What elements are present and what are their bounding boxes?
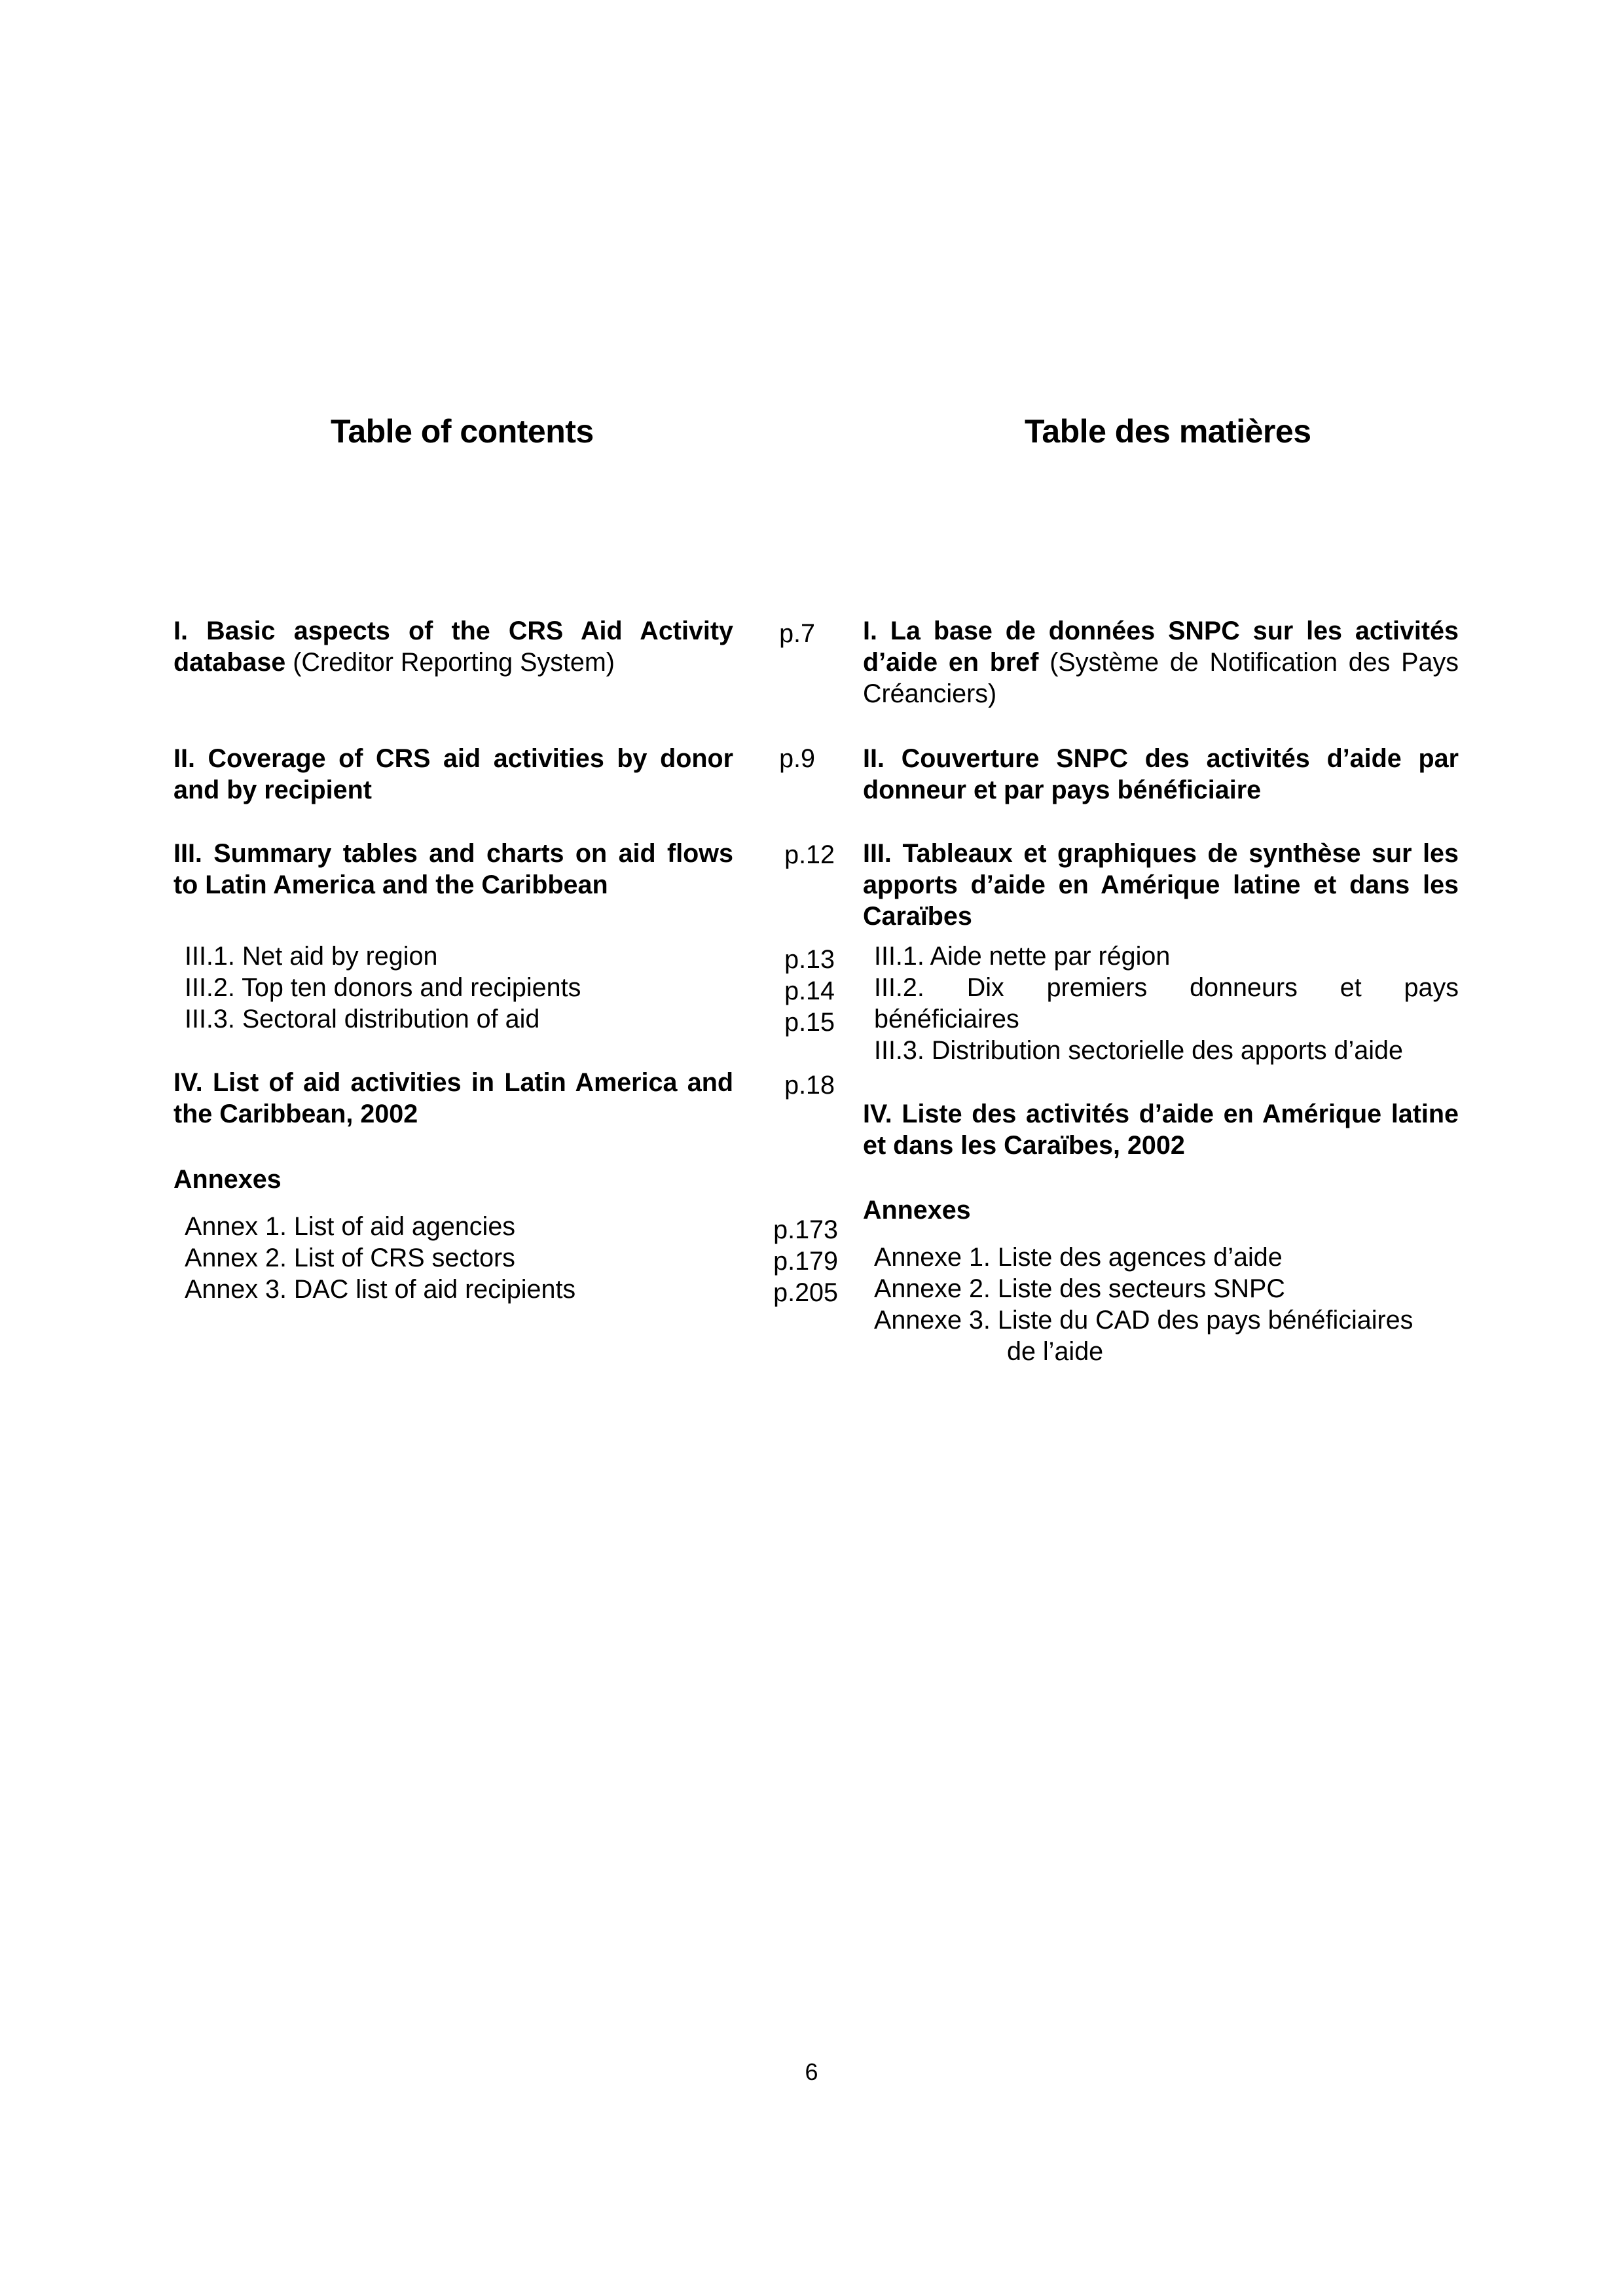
page-ref-annex-2: p.179 <box>773 1247 838 1276</box>
toc-en-sub-3[interactable]: III.3. Sectoral distribution of aid <box>185 1005 540 1033</box>
page-ref-section-4: p.18 <box>784 1071 835 1100</box>
toc-fr-sub-2-line-2: bénéficiaires <box>874 1005 1019 1033</box>
page-ref-section-3: p.12 <box>784 840 835 869</box>
page-ref-annex-3: p.205 <box>773 1278 838 1307</box>
page-ref-sub-2: p.14 <box>784 977 835 1005</box>
toc-fr-section-2[interactable]: II. Couverture SNPC des activités d’aide par donneur et par pays bénéficiaire <box>863 744 1459 804</box>
page-ref-sub-1: p.13 <box>784 945 835 974</box>
toc-en-section-4[interactable]: IV. List of aid activities in Latin America and the Caribbean, 2002 <box>173 1068 733 1128</box>
page-ref-annex-1: p.173 <box>773 1215 838 1244</box>
toc-fr-sub-2-line-1: III.2. Dix premiers donneurs et pays <box>874 973 1459 1002</box>
toc-en-annexes-heading: Annexes <box>173 1165 282 1194</box>
toc-fr-sub-1[interactable]: III.1. Aide nette par région <box>874 942 1171 971</box>
toc-fr-section-1-note: (Système de Notification des Pays Créanciers) <box>863 648 1459 708</box>
toc-en-section-2[interactable]: II. Coverage of CRS aid activities by donor and by recipient <box>173 744 733 804</box>
toc-en-sub-2[interactable]: III.2. Top ten donors and recipients <box>185 973 581 1002</box>
page-number: 6 <box>805 2058 818 2085</box>
toc-en-section-1-title: I. Basic aspects of the CRS Aid Activity database <box>173 617 733 677</box>
toc-en-section-1-note: (Creditor Reporting System) <box>285 648 615 677</box>
toc-fr-annex-3-line-1[interactable]: Annexe 3. Liste du CAD des pays bénéficiaires <box>874 1306 1413 1335</box>
toc-en-annex-3[interactable]: Annex 3. DAC list of aid recipients <box>185 1275 576 1304</box>
toc-en-annex-2[interactable]: Annex 2. List of CRS sectors <box>185 1244 515 1272</box>
toc-en-annex-1[interactable]: Annex 1. List of aid agencies <box>185 1212 516 1241</box>
toc-fr-section-1-title: I. La base de données SNPC sur les activités d’aide en bref <box>863 617 1459 677</box>
page-ref-section-2: p.9 <box>779 744 815 773</box>
toc-fr-section-3[interactable]: III. Tableaux et graphiques de synthèse sur les apports d’aide en Amérique latine et dans les Caraïbes <box>863 839 1459 931</box>
toc-fr-section-1[interactable] <box>863 615 1459 709</box>
title-french: Table des matières <box>1025 413 1311 450</box>
toc-en-sub-1[interactable]: III.1. Net aid by region <box>185 942 438 971</box>
toc-en-section-3[interactable]: III. Summary tables and charts on aid flows to Latin America and the Caribbean <box>173 839 733 899</box>
toc-fr-annex-1[interactable]: Annexe 1. Liste des agences d’aide <box>874 1243 1283 1272</box>
toc-en-section-1[interactable] <box>173 615 733 678</box>
toc-fr-annex-3-line-2[interactable]: de l’aide <box>1007 1337 1104 1366</box>
page-ref-sub-3: p.15 <box>784 1008 835 1037</box>
toc-fr-annex-2[interactable]: Annexe 2. Liste des secteurs SNPC <box>874 1274 1285 1303</box>
toc-fr-section-4[interactable]: IV. Liste des activités d’aide en Amérique latine et dans les Caraïbes, 2002 <box>863 1100 1459 1160</box>
page-ref-section-1: p.7 <box>779 619 815 648</box>
title-english: Table of contents <box>331 413 594 450</box>
toc-fr-annexes-heading: Annexes <box>863 1196 971 1225</box>
toc-fr-sub-2[interactable] <box>863 972 1459 1035</box>
toc-fr-sub-3[interactable]: III.3. Distribution sectorielle des apports d’aide <box>874 1036 1403 1065</box>
